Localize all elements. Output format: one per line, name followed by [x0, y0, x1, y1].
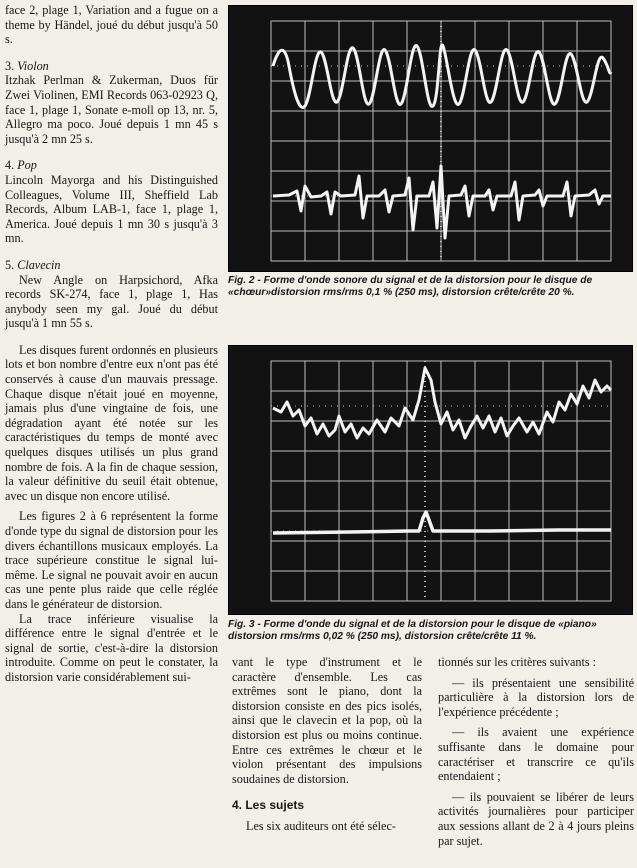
paragraph-continuation: vant le type d'instrument et le caractère d'ensemble. Les cas extrêmes sont le piano, dont la distorsion consiste en des pics isolés, ainsi que le clavecin et la pop, où la distorsion est plus ou moins continue. Entre ces extrêmes le chœur et le violon présentant des impulsions soudaines de distorsion.: [232, 655, 422, 786]
intro-paragraph: face 2, plage 1, Variation and a fugue on a theme by Händel, joué du début jusqu'à 50 s.: [5, 3, 218, 47]
figure-3-distortion-trace: [273, 512, 611, 533]
section-3-body: Itzhak Perlman & Zukerman, Duos für Zwei Violinen, EMI Records 063-02923 Q, face 1, plage 1, Sonate e-moll op 13, nr. 5, Allegro ma poco. Joué depuis 1 mn 45 s jusqu'à 2 mn 25 s.: [5, 73, 218, 146]
section-4-heading-sujets: 4. Les sujets: [232, 798, 305, 813]
figure-2-caption: Fig. 2 - Forme d'onde sonore du signal et de la distorsion pour le disque de «chœur»distorsion rms/rms 0,1 % (250 ms), distorsion crête/crête 20 %.: [228, 275, 593, 299]
figure-3-caption: Fig. 3 - Forme d'onde du signal et de la distorsion pour le disque de «piano» distorsion rms/rms 0,02 % (250 ms), distorsion crête/crête 11 %.: [228, 619, 597, 643]
left-column: [5, 3, 218, 685]
right-column: [438, 655, 634, 848]
figure-3-graticule: [271, 361, 611, 601]
criteria-item-2: — ils avaient une expérience suffisante dans le domaine pour caractériser et transcrire ce qu'ils entendaient ;: [438, 725, 634, 784]
paragraph-sujets: Les six auditeurs ont été sélec-: [246, 818, 396, 833]
paragraph-figures: Les figures 2 à 6 représentent la forme d'onde type du signal de distorsion pour les divers échantillons musicaux employés. La trace supérieure constitue le signal lui-même. Le signal ne pouvait avoir en aucun cas une pente plus raide que celle réglée dans le générateur de distorsion.: [5, 509, 218, 611]
paragraph-trace: La trace inférieure visualise la différence entre le signal d'entrée et le signal de sortie, c'est-à-dire la distorsion introduite. Comme on peut le constater, la distorsion varie considérablement sui-: [5, 611, 218, 684]
criteria-lead: tionnés sur les critères suivants :: [438, 655, 597, 669]
criteria-item-1: — ils présentaient une sensibilité particulière à la distorsion lors de l'expérience précédente ;: [438, 675, 634, 719]
figure-2-distortion-trace: [273, 166, 611, 238]
figure-2-oscilloscope: [228, 5, 633, 272]
section-4-heading: 4. Pop: [5, 158, 37, 173]
middle-column: [232, 655, 422, 834]
section-5-heading: 5. Clavecin: [5, 257, 61, 272]
criteria-item-3: — ils pouvaient se libérer de leurs activités journalières pour participer aux sessions allant de 2 à 4 jours pleins par sujet.: [438, 789, 634, 848]
section-4-body: Lincoln Mayorga and his Distinguished Colleagues, Volume III, Sheffield Lab Records, Album LAB-1, face 1, plage 1, America. Joué depuis 1 mn 30 s jusqu'à 3 mn.: [5, 172, 218, 246]
section-5-body: New Angle on Harpsichord, Afka records SK-274, face 1, plage 1, Has anybody seen my gal. Joué du début jusqu'à 1 mn 55 s.: [5, 272, 218, 331]
section-3-heading: 3. Violon: [5, 58, 49, 73]
paragraph-disques: Les disques furent ordonnés en plusieurs lots et bon nombre d'entre eux n'ont pas été conservés à cause d'un mauvais pressage. Chaque disque n'était joué en moyenne, jamais plus d'une vingtaine de fois, une dégradation ayant été notée sur les caractéristiques du temps de monté avec quelques disques utilisés un plus grand nombre de fois. A la fin de chaque session, la valeur définitive du seuil était obtenue, avec un disque non encore utilisé.: [5, 342, 218, 503]
figure-3-oscilloscope: [228, 345, 633, 615]
figure-3-signal-trace: [273, 368, 611, 438]
figure-3-screen: [229, 346, 632, 614]
figure-2-screen: [229, 6, 632, 271]
